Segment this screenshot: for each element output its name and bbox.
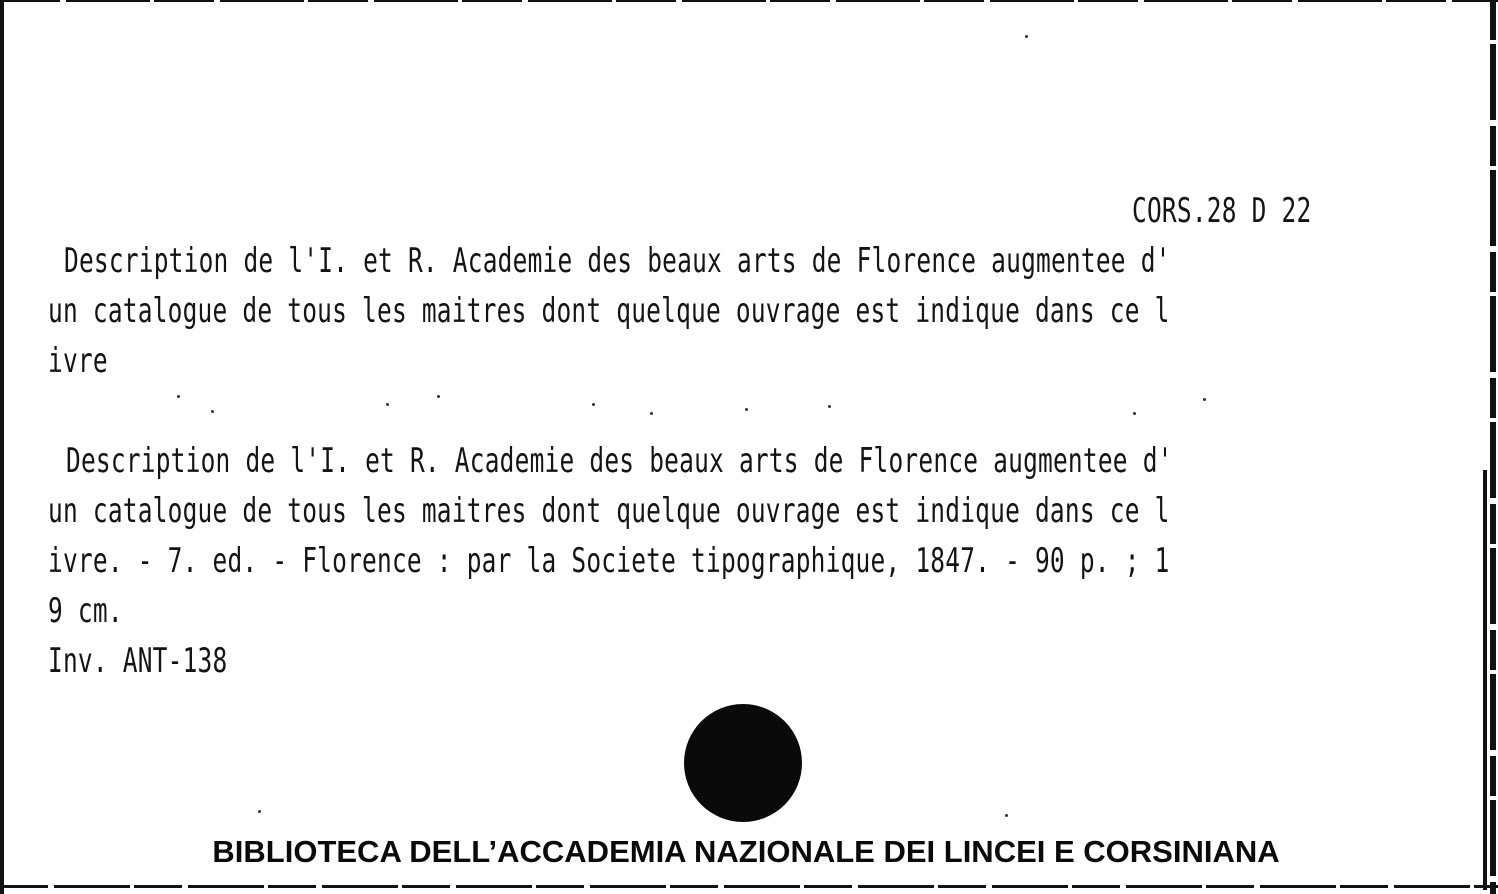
card-edge-bottom (0, 885, 1498, 888)
description-line-4: 9 cm. (48, 591, 123, 631)
card-edge-left (0, 0, 4, 894)
inventory-number: Inv. ANT-138 (48, 641, 228, 681)
title-line-2: un catalogue de tous les maitres dont quelque ouvrage est indique dans ce l (48, 291, 1170, 331)
scan-speck (745, 408, 748, 411)
scan-speck (592, 403, 595, 406)
scan-speck (650, 412, 653, 415)
scan-speck (211, 410, 214, 413)
scan-speck (828, 405, 831, 408)
title-line-3: ivre (48, 341, 108, 381)
scan-speck (1005, 814, 1008, 817)
description-line-1: Description de l'I. et R. Academie des beaux arts de Florence augmentee d' (66, 441, 1173, 481)
shelfmark: CORS.28 D 22 (1132, 191, 1312, 231)
card-edge-top (0, 0, 1498, 2)
card-edge-right (1490, 0, 1496, 894)
title-line-1: Description de l'I. et R. Academie des beaux arts de Florence augmentee d' (64, 241, 1171, 281)
scan-speck (1025, 35, 1028, 38)
scan-speck (386, 403, 389, 406)
scan-speck (437, 395, 440, 398)
scan-speck (258, 810, 261, 813)
library-name-footer (0, 832, 1498, 872)
punch-hole (684, 704, 802, 822)
library-name: BIBLIOTECA DELL’ACCADEMIA NAZIONALE DEI LINCEI E CORSINIANA (212, 834, 1280, 869)
description-line-3: ivre. - 7. ed. - Florence : par la Societe tipographique, 1847. - 90 p. ; 1 (48, 541, 1170, 581)
scan-speck (177, 395, 180, 398)
scan-speck (1133, 412, 1136, 415)
scan-speck (1203, 398, 1206, 401)
card-edge-right-inner (1483, 470, 1487, 890)
description-line-2: un catalogue de tous les maitres dont quelque ouvrage est indique dans ce l (48, 491, 1170, 531)
